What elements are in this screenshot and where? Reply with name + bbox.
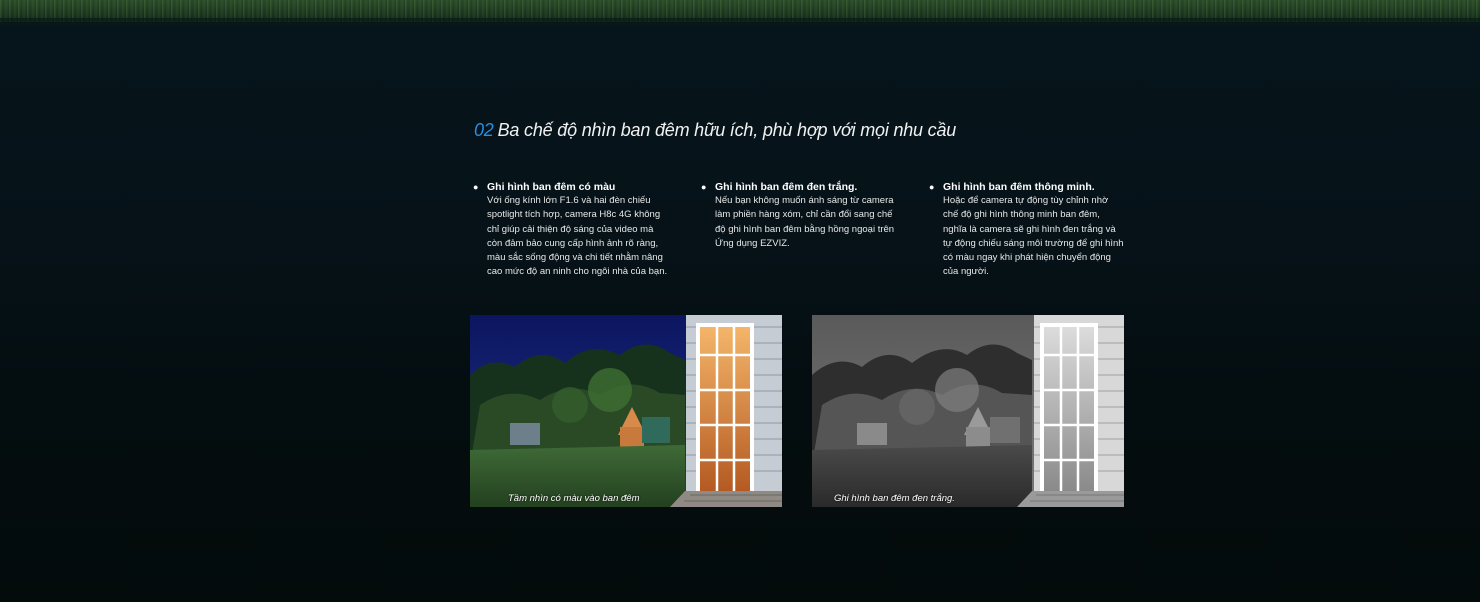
- section-number: 02: [474, 120, 494, 140]
- section-title-text: Ba chế độ nhìn ban đêm hữu ích, phù hợp với mọi nhu cầu: [497, 120, 957, 140]
- banner-fade: [0, 18, 1480, 28]
- color-night-scene-image: [470, 315, 782, 507]
- feature-smart-night: [929, 180, 1125, 279]
- bw-night-photo: [812, 315, 1124, 507]
- color-night-photo: [470, 315, 782, 507]
- photo-caption: Ghi hình ban đêm đen trắng.: [834, 493, 955, 504]
- bullet-icon: ●: [929, 182, 935, 192]
- feature-description: Hoặc để camera tự động tùy chỉnh nhờ chế độ ghi hình thông minh ban đêm, nghĩa là camera sẽ ghi hình đen trắng và tự động chiếu sáng môi trường để ghi hình có màu ngay khi phát hiện chuyển động của người.: [943, 195, 1124, 278]
- feature-description: Với ống kính lớn F1.6 và hai đèn chiếu spotlight tích hợp, camera H8c 4G không chỉ giúp cải thiện độ sáng của video mà còn đảm bảo cung cấp hình ảnh rõ ràng, màu sắc sống động và chi tiết nhằm nâng cao mức độ an ninh cho ngôi nhà của bạn.: [487, 195, 668, 278]
- feature-title: Ghi hình ban đêm đen trắng.: [715, 181, 858, 193]
- bw-night-scene-image: [812, 315, 1124, 507]
- feature-bw-night: [701, 180, 897, 251]
- bullet-icon: ●: [701, 182, 707, 192]
- bullet-icon: ●: [473, 182, 479, 192]
- photo-caption: Tầm nhìn có màu vào ban đêm: [508, 493, 640, 504]
- feature-color-night: [473, 180, 669, 279]
- feature-title: Ghi hình ban đêm có màu: [487, 181, 616, 193]
- feature-description: Nếu bạn không muốn ánh sáng từ camera làm phiền hàng xóm, chỉ cần đổi sang chế độ ghi hình ban đêm bằng hồng ngoại trên Ứng dụng EZVIZ.: [715, 195, 895, 249]
- feature-title: Ghi hình ban đêm thông minh.: [943, 181, 1095, 193]
- section-title: [474, 120, 956, 141]
